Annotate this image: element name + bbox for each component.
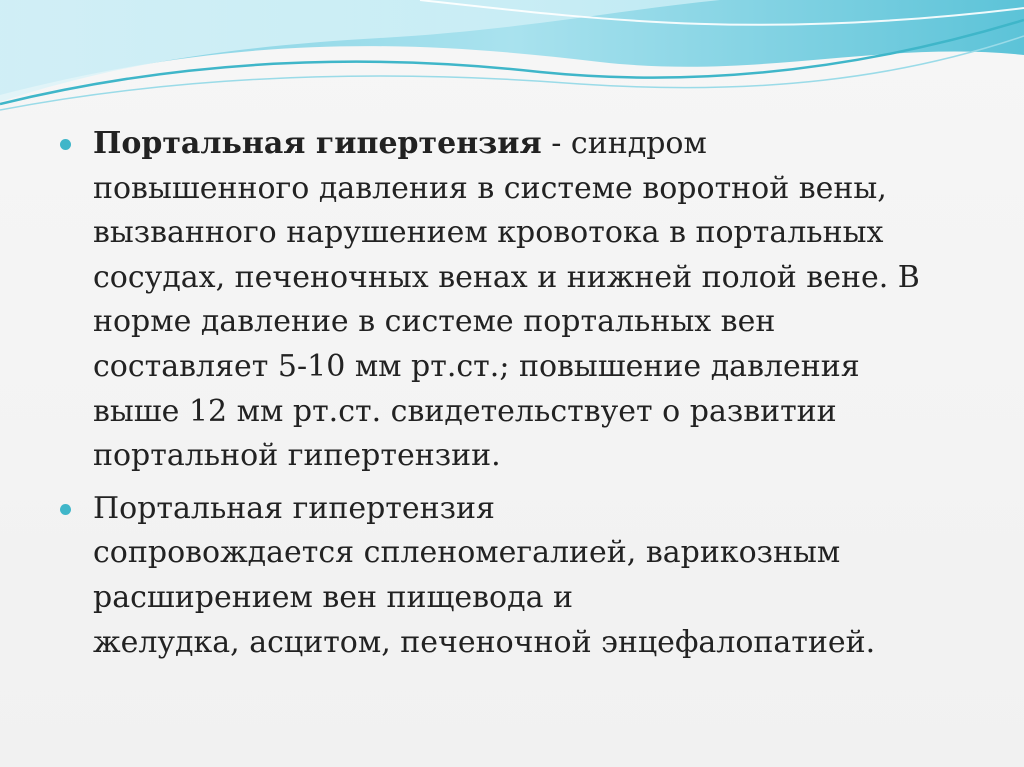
bullet-dot-icon bbox=[60, 504, 71, 515]
text-line: сосудах, печеночных венах и нижней полой вене. В bbox=[93, 259, 920, 295]
text-line: сопровождается спленомегалией, варикозным bbox=[93, 535, 841, 571]
bullet-item-symptoms bbox=[60, 487, 980, 665]
bullet-text-definition bbox=[93, 122, 973, 479]
text-line: норме давление в системе портальных вен bbox=[93, 304, 776, 340]
text-line: составляет 5-10 мм рт.ст.; повышение давления bbox=[93, 348, 860, 384]
bullet-text-symptoms bbox=[93, 487, 973, 665]
text-line: повышенного давления в системе воротной вены, bbox=[93, 170, 887, 206]
text-line: Портальная гипертензия - синдром bbox=[93, 126, 707, 161]
text-line: выше 12 мм рт.ст. свидетельствует о развитии bbox=[93, 393, 837, 429]
text-line: Портальная гипертензия bbox=[93, 490, 495, 526]
term-highlight: Портальная гипертензия bbox=[93, 126, 542, 161]
bullet-dot-icon bbox=[60, 139, 71, 150]
slide-content bbox=[60, 122, 980, 673]
text-line: вызванного нарушением кровотока в портальных bbox=[93, 215, 884, 251]
text-line: портальной гипертензии. bbox=[93, 438, 501, 474]
bullet-item-definition bbox=[60, 122, 980, 479]
text-line: расширением вен пищевода и bbox=[93, 579, 573, 615]
text-line: желудка, асцитом, печеночной энцефалопатией. bbox=[93, 624, 876, 660]
wave-header-decoration bbox=[0, 0, 1024, 130]
